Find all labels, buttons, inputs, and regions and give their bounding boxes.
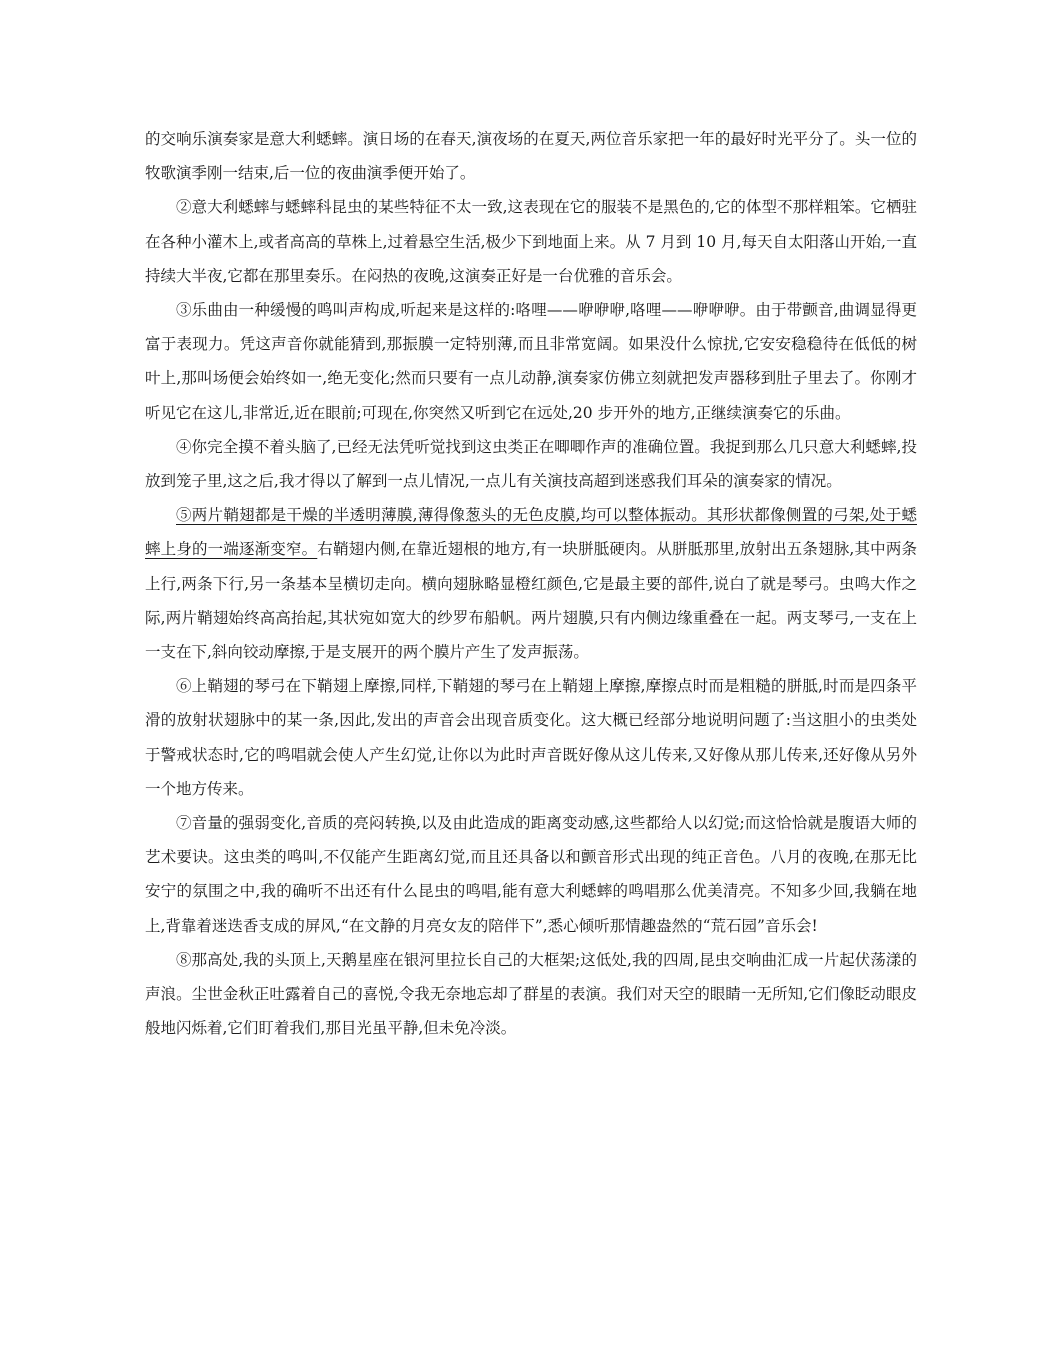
paragraph-text: ③乐曲由一种缓慢的鸣叫声构成,听起来是这样的:咯哩——咿咿咿,咯哩——咿咿咿。由于带颤音,曲调显得更富于表现力。凭这声音你就能猜到,那振膜一定特别薄,而且非常宽阔。如果没什么惊扰,它安安稳稳待在低低的树叶上,那叫场便会始终如一,绝无变化;然而只要有一点儿动静,演奏家仿佛立刻就把发声器移到肚子里去了。你刚才听见它在这儿,非常近,近在眼前;可现在,你突然又听到它在远处,20 步开外的地方,正继续演奏它的乐曲。 (145, 301, 917, 422)
paragraph-text: ②意大利蟋蟀与蟋蟀科昆虫的某些特征不太一致,这表现在它的服装不是黑色的,它的体型不那样粗笨。它栖驻在各种小灌木上,或者高高的草株上,过着悬空生活,极少下到地面上来。从 7 月到 10 月,每天自太阳落山开始,一直持续大半夜,它都在那里奏乐。在闷热的夜晚,这演奏正好是一台优雅的音乐会。 (145, 198, 917, 285)
paragraph-text: 右鞘翅内侧,在靠近翅根的地方,有一块胼胝硬肉。从胼胝那里,放射出五条翅脉,其中两条上行,两条下行,另一条基本呈横切走向。横向翅脉略显橙红颜色,它是最主要的部件,说白了就是琴弓。虫鸣大作之际,两片鞘翅始终高高抬起,其状宛如宽大的纱罗布船帆。两片翅膜,只有内侧边缘重叠在一起。两支琴弓,一支在上一支在下,斜向铰动摩擦,于是支展开的两个膜片产生了发声振荡。 (145, 540, 917, 662)
paragraph-5 (145, 498, 917, 669)
paragraph-8 (145, 943, 917, 1046)
paragraph-3 (145, 293, 917, 430)
paragraph-text: ⑥上鞘翅的琴弓在下鞘翅上摩擦,同样,下鞘翅的琴弓在上鞘翅上摩擦,摩擦点时而是粗糙的胼胝,时而是四条平滑的放射状翅脉中的某一条,因此,发出的声音会出现音质变化。这大概已经部分地说明问题了:当这胆小的虫类处于警戒状态时,它的鸣唱就会使人产生幻觉,让你以为此时声音既好像从这儿传来,又好像从那儿传来,还好像从另外一个地方传来。 (145, 677, 917, 798)
paragraph-text: 的交响乐演奏家是意大利蟋蟀。演日场的在春天,演夜场的在夏天,两位音乐家把一年的最好时光平分了。头一位的牧歌演季刚一结束,后一位的夜曲演季便开始了。 (145, 130, 917, 183)
paragraph-text: ④你完全摸不着头脑了,已经无法凭听觉找到这虫类正在唧唧作声的准确位置。我捉到那么几只意大利蟋蟀,投放到笼子里,这之后,我才得以了解到一点儿情况,一点儿有关演技高超到迷惑我们耳朵的演奏家的情况。 (145, 437, 917, 491)
paragraph-6 (145, 669, 917, 806)
paragraph-1 (145, 122, 917, 190)
document-page (145, 122, 917, 1045)
paragraph-2 (145, 190, 917, 293)
paragraph-text: ⑧那高处,我的头顶上,天鹅星座在银河里拉长自己的大框架;这低处,我的四周,昆虫交响曲汇成一片起伏荡漾的声浪。尘世金秋正吐露着自己的喜悦,令我无奈地忘却了群星的表演。我们对天空的眼睛一无所知,它们像眨动眼皮般地闪烁着,它们盯着我们,那目光虽平静,但未免冷淡。 (145, 950, 917, 1038)
paragraph-text: ⑦音量的强弱变化,音质的亮闷转换,以及由此造成的距离变动感,这些都给人以幻觉;而这恰恰就是腹语大师的艺术要诀。这虫类的鸣叫,不仅能产生距离幻觉,而且还具备以和颤音形式出现的纯正音色。八月的夜晚,在那无比安宁的氛围之中,我的确听不出还有什么昆虫的鸣唱,能有意大利蟋蟀的鸣唱那么优美清亮。不知多少回,我躺在地上,背靠着迷迭香支成的屏风,“在文静的月亮女友的陪伴下”,悉心倾听那情趣盎然的“荒石园”音乐会! (145, 814, 917, 935)
underlined-text: ⑤两片鞘翅都是干燥的半透明薄膜,薄得像葱头的无色皮膜,均可以整体振动。其形状都像侧置的弓架,处于蟋蟀上身的一端逐渐变窄。 (145, 506, 917, 559)
paragraph-4 (145, 430, 917, 498)
paragraph-7 (145, 806, 917, 943)
